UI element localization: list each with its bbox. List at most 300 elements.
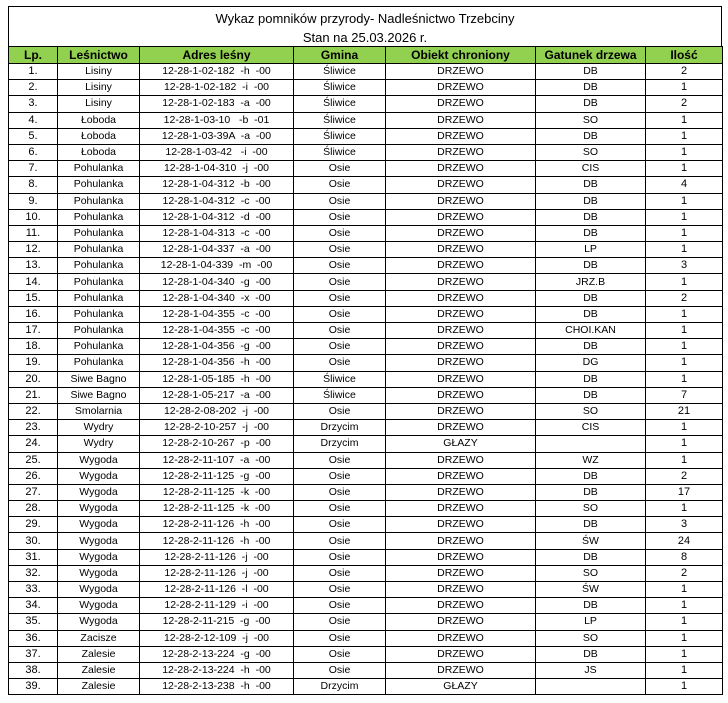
cell-obiekt[interactable]: DRZEWO — [386, 549, 536, 565]
cell-gatunek[interactable]: DB — [536, 517, 646, 533]
col-header-ilosc[interactable]: Ilość — [646, 47, 723, 64]
cell-ilosc[interactable]: 1 — [646, 339, 723, 355]
cell-gmina[interactable]: Osie — [294, 403, 386, 419]
cell-lp[interactable]: 17. — [9, 323, 58, 339]
cell-gmina[interactable]: Osie — [294, 323, 386, 339]
col-header-gmina[interactable]: Gmina — [294, 47, 386, 64]
cell-lp[interactable]: 31. — [9, 549, 58, 565]
cell-ilosc[interactable]: 1 — [646, 323, 723, 339]
cell-lesnictwo[interactable]: Pohulanka — [58, 242, 140, 258]
cell-adres[interactable]: 12-28-1-03-39A -a -00 — [140, 128, 294, 144]
cell-ilosc[interactable]: 8 — [646, 549, 723, 565]
table-row — [9, 452, 723, 468]
cell-adres[interactable]: 12-28-2-11-215 -g -00 — [140, 614, 294, 630]
cell-lesnictwo[interactable]: Lisiny — [58, 96, 140, 112]
cell-adres[interactable]: 12-28-1-05-217 -a -00 — [140, 387, 294, 403]
cell-gmina[interactable]: Osie — [294, 565, 386, 581]
cell-adres[interactable]: 12-28-1-04-312 -b -00 — [140, 177, 294, 193]
cell-lesnictwo[interactable]: Zalesie — [58, 662, 140, 678]
cell-lp[interactable]: 8. — [9, 177, 58, 193]
cell-ilosc[interactable]: 1 — [646, 193, 723, 209]
cell-gatunek[interactable]: DG — [536, 355, 646, 371]
col-header-obiekt[interactable]: Obiekt chroniony — [386, 47, 536, 64]
cell-gatunek[interactable]: DB — [536, 306, 646, 322]
cell-obiekt[interactable]: DRZEWO — [386, 112, 536, 128]
cell-adres[interactable]: 12-28-2-13-224 -g -00 — [140, 646, 294, 662]
cell-obiekt[interactable]: GŁAZY — [386, 679, 536, 695]
cell-gatunek[interactable]: CIS — [536, 161, 646, 177]
cell-lp[interactable]: 25. — [9, 452, 58, 468]
cell-lesnictwo[interactable]: Pohulanka — [58, 209, 140, 225]
cell-gatunek[interactable]: ŚW — [536, 582, 646, 598]
cell-obiekt[interactable]: DRZEWO — [386, 193, 536, 209]
cell-adres[interactable]: 12-28-1-04-312 -d -00 — [140, 209, 294, 225]
cell-gatunek[interactable]: DB — [536, 177, 646, 193]
cell-lesnictwo[interactable]: Pohulanka — [58, 306, 140, 322]
cell-gatunek[interactable]: DB — [536, 225, 646, 241]
cell-lesnictwo[interactable]: Wygoda — [58, 598, 140, 614]
table-row — [9, 80, 723, 96]
cell-lesnictwo[interactable]: Pohulanka — [58, 193, 140, 209]
cell-obiekt[interactable]: DRZEWO — [386, 582, 536, 598]
cell-adres[interactable]: 12-28-1-02-182 -h -00 — [140, 64, 294, 80]
cell-lp[interactable]: 22. — [9, 403, 58, 419]
cell-gatunek[interactable]: DB — [536, 646, 646, 662]
cell-lp[interactable]: 15. — [9, 290, 58, 306]
table-row — [9, 306, 723, 322]
cell-gmina[interactable]: Osie — [294, 274, 386, 290]
cell-lesnictwo[interactable]: Wygoda — [58, 452, 140, 468]
cell-adres[interactable]: 12-28-2-11-129 -i -00 — [140, 598, 294, 614]
cell-ilosc[interactable]: 1 — [646, 144, 723, 160]
cell-adres[interactable]: 12-28-2-11-126 -j -00 — [140, 565, 294, 581]
cell-gmina[interactable]: Osie — [294, 242, 386, 258]
cell-lesnictwo[interactable]: Lisiny — [58, 64, 140, 80]
cell-obiekt[interactable]: DRZEWO — [386, 177, 536, 193]
cell-ilosc[interactable]: 1 — [646, 80, 723, 96]
cell-adres[interactable]: 12-28-1-04-337 -a -00 — [140, 242, 294, 258]
cell-gatunek[interactable]: JRZ.B — [536, 274, 646, 290]
cell-gmina[interactable]: Osie — [294, 306, 386, 322]
cell-obiekt[interactable]: DRZEWO — [386, 662, 536, 678]
cell-lp[interactable]: 3. — [9, 96, 58, 112]
cell-lp[interactable]: 12. — [9, 242, 58, 258]
cell-ilosc[interactable]: 1 — [646, 662, 723, 678]
cell-gmina[interactable]: Drzycim — [294, 679, 386, 695]
cell-ilosc[interactable]: 2 — [646, 96, 723, 112]
cell-gmina[interactable]: Osie — [294, 193, 386, 209]
cell-obiekt[interactable]: DRZEWO — [386, 420, 536, 436]
cell-gmina[interactable]: Śliwice — [294, 128, 386, 144]
cell-adres[interactable]: 12-28-2-10-257 -j -00 — [140, 420, 294, 436]
cell-ilosc[interactable]: 1 — [646, 501, 723, 517]
cell-lp[interactable]: 26. — [9, 468, 58, 484]
cell-adres[interactable]: 12-28-2-11-107 -a -00 — [140, 452, 294, 468]
cell-obiekt[interactable]: GŁAZY — [386, 436, 536, 452]
cell-ilosc[interactable]: 1 — [646, 598, 723, 614]
cell-adres[interactable]: 12-28-2-11-126 -h -00 — [140, 517, 294, 533]
cell-gatunek[interactable]: DB — [536, 80, 646, 96]
cell-obiekt[interactable]: DRZEWO — [386, 646, 536, 662]
cell-adres[interactable]: 12-28-2-11-126 -j -00 — [140, 549, 294, 565]
cell-adres[interactable]: 12-28-2-11-126 -h -00 — [140, 533, 294, 549]
cell-gatunek[interactable]: JS — [536, 662, 646, 678]
cell-obiekt[interactable]: DRZEWO — [386, 258, 536, 274]
cell-ilosc[interactable]: 2 — [646, 565, 723, 581]
cell-obiekt[interactable]: DRZEWO — [386, 533, 536, 549]
cell-lp[interactable]: 20. — [9, 371, 58, 387]
cell-lp[interactable]: 16. — [9, 306, 58, 322]
cell-adres[interactable]: 12-28-1-02-183 -a -00 — [140, 96, 294, 112]
cell-ilosc[interactable]: 1 — [646, 420, 723, 436]
cell-obiekt[interactable]: DRZEWO — [386, 290, 536, 306]
cell-ilosc[interactable]: 1 — [646, 306, 723, 322]
cell-obiekt[interactable]: DRZEWO — [386, 614, 536, 630]
cell-gmina[interactable]: Osie — [294, 177, 386, 193]
cell-ilosc[interactable]: 4 — [646, 177, 723, 193]
cell-obiekt[interactable]: DRZEWO — [386, 161, 536, 177]
cell-lesnictwo[interactable]: Wydry — [58, 436, 140, 452]
cell-gatunek[interactable]: SO — [536, 112, 646, 128]
cell-adres[interactable]: 12-28-1-04-355 -c -00 — [140, 323, 294, 339]
col-header-lp[interactable]: Lp. — [9, 47, 58, 64]
cell-lp[interactable]: 23. — [9, 420, 58, 436]
cell-lesnictwo[interactable]: Lisiny — [58, 80, 140, 96]
cell-gatunek[interactable]: DB — [536, 371, 646, 387]
cell-lesnictwo[interactable]: Smolarnia — [58, 403, 140, 419]
cell-gmina[interactable]: Śliwice — [294, 96, 386, 112]
cell-gmina[interactable]: Osie — [294, 549, 386, 565]
cell-obiekt[interactable]: DRZEWO — [386, 452, 536, 468]
cell-gmina[interactable]: Osie — [294, 582, 386, 598]
cell-lp[interactable]: 35. — [9, 614, 58, 630]
cell-lesnictwo[interactable]: Wydry — [58, 420, 140, 436]
cell-gatunek[interactable]: DB — [536, 339, 646, 355]
cell-lesnictwo[interactable]: Siwe Bagno — [58, 371, 140, 387]
cell-gmina[interactable]: Śliwice — [294, 112, 386, 128]
cell-lesnictwo[interactable]: Wygoda — [58, 533, 140, 549]
cell-ilosc[interactable]: 1 — [646, 355, 723, 371]
cell-ilosc[interactable]: 1 — [646, 646, 723, 662]
cell-gmina[interactable]: Osie — [294, 355, 386, 371]
cell-gatunek[interactable]: SO — [536, 630, 646, 646]
cell-ilosc[interactable]: 1 — [646, 630, 723, 646]
cell-gatunek[interactable]: SO — [536, 403, 646, 419]
cell-gmina[interactable]: Śliwice — [294, 144, 386, 160]
cell-lesnictwo[interactable]: Wygoda — [58, 468, 140, 484]
cell-lp[interactable]: 28. — [9, 501, 58, 517]
cell-gatunek[interactable]: DB — [536, 64, 646, 80]
cell-gmina[interactable]: Śliwice — [294, 80, 386, 96]
table-row — [9, 112, 723, 128]
cell-obiekt[interactable]: DRZEWO — [386, 403, 536, 419]
cell-lp[interactable]: 27. — [9, 484, 58, 500]
cell-lp[interactable]: 2. — [9, 80, 58, 96]
cell-lesnictwo[interactable]: Zacisze — [58, 630, 140, 646]
cell-adres[interactable]: 12-28-1-04-340 -x -00 — [140, 290, 294, 306]
cell-lp[interactable]: 30. — [9, 533, 58, 549]
cell-obiekt[interactable]: DRZEWO — [386, 355, 536, 371]
cell-gatunek[interactable] — [536, 679, 646, 695]
cell-gatunek[interactable]: DB — [536, 598, 646, 614]
cell-gatunek[interactable]: DB — [536, 193, 646, 209]
cell-gmina[interactable]: Osie — [294, 501, 386, 517]
cell-lp[interactable]: 33. — [9, 582, 58, 598]
cell-gmina[interactable]: Osie — [294, 517, 386, 533]
cell-ilosc[interactable]: 2 — [646, 468, 723, 484]
cell-obiekt[interactable]: DRZEWO — [386, 306, 536, 322]
cell-obiekt[interactable]: DRZEWO — [386, 501, 536, 517]
cell-lesnictwo[interactable]: Pohulanka — [58, 323, 140, 339]
cell-ilosc[interactable]: 1 — [646, 112, 723, 128]
cell-lesnictwo[interactable]: Wygoda — [58, 614, 140, 630]
cell-obiekt[interactable]: DRZEWO — [386, 96, 536, 112]
cell-ilosc[interactable]: 17 — [646, 484, 723, 500]
cell-gatunek[interactable]: DB — [536, 96, 646, 112]
cell-gmina[interactable]: Osie — [294, 484, 386, 500]
sheet-subtitle: Stan na 25.03.2026 r. — [302, 30, 428, 45]
cell-adres[interactable]: 12-28-2-11-125 -g -00 — [140, 468, 294, 484]
cell-ilosc[interactable]: 1 — [646, 679, 723, 695]
cell-lp[interactable]: 19. — [9, 355, 58, 371]
cell-lp[interactable]: 14. — [9, 274, 58, 290]
cell-obiekt[interactable]: DRZEWO — [386, 64, 536, 80]
cell-lp[interactable]: 11. — [9, 225, 58, 241]
cell-ilosc[interactable]: 1 — [646, 436, 723, 452]
cell-gmina[interactable]: Osie — [294, 630, 386, 646]
cell-gmina[interactable]: Śliwice — [294, 64, 386, 80]
cell-ilosc[interactable]: 1 — [646, 582, 723, 598]
cell-obiekt[interactable]: DRZEWO — [386, 339, 536, 355]
cell-adres[interactable]: 12-28-1-03-10 -b -01 — [140, 112, 294, 128]
cell-gmina[interactable]: Osie — [294, 339, 386, 355]
cell-gmina[interactable]: Osie — [294, 468, 386, 484]
cell-lp[interactable]: 4. — [9, 112, 58, 128]
table-row — [9, 420, 723, 436]
cell-gatunek[interactable]: SO — [536, 501, 646, 517]
cell-adres[interactable]: 12-28-1-04-356 -g -00 — [140, 339, 294, 355]
cell-ilosc[interactable]: 1 — [646, 371, 723, 387]
cell-obiekt[interactable]: DRZEWO — [386, 517, 536, 533]
cell-gatunek[interactable]: ŚW — [536, 533, 646, 549]
cell-lesnictwo[interactable]: Zalesie — [58, 646, 140, 662]
table-row — [9, 177, 723, 193]
cell-lesnictwo[interactable]: Łoboda — [58, 144, 140, 160]
cell-obiekt[interactable]: DRZEWO — [386, 323, 536, 339]
cell-gatunek[interactable] — [536, 436, 646, 452]
cell-gatunek[interactable]: LP — [536, 242, 646, 258]
cell-obiekt[interactable]: DRZEWO — [386, 565, 536, 581]
cell-gmina[interactable]: Osie — [294, 614, 386, 630]
cell-obiekt[interactable]: DRZEWO — [386, 225, 536, 241]
cell-gatunek[interactable]: DB — [536, 128, 646, 144]
cell-adres[interactable]: 12-28-2-11-125 -k -00 — [140, 484, 294, 500]
table-row — [9, 242, 723, 258]
cell-lesnictwo[interactable]: Pohulanka — [58, 258, 140, 274]
cell-lp[interactable]: 24. — [9, 436, 58, 452]
cell-obiekt[interactable]: DRZEWO — [386, 387, 536, 403]
cell-lesnictwo[interactable]: Pohulanka — [58, 355, 140, 371]
col-header-gatunek[interactable]: Gatunek drzewa — [536, 47, 646, 64]
cell-adres[interactable]: 12-28-1-04-356 -h -00 — [140, 355, 294, 371]
cell-lp[interactable]: 32. — [9, 565, 58, 581]
cell-gmina[interactable]: Osie — [294, 290, 386, 306]
cell-lp[interactable]: 7. — [9, 161, 58, 177]
cell-gmina[interactable]: Osie — [294, 209, 386, 225]
cell-gatunek[interactable]: DB — [536, 549, 646, 565]
cell-gatunek[interactable]: DB — [536, 468, 646, 484]
table-row — [9, 468, 723, 484]
cell-adres[interactable]: 12-28-1-03-42 -i -00 — [140, 144, 294, 160]
cell-gatunek[interactable]: SO — [536, 565, 646, 581]
cell-gatunek[interactable]: SO — [536, 144, 646, 160]
cell-gatunek[interactable]: DB — [536, 387, 646, 403]
cell-gmina[interactable]: Osie — [294, 225, 386, 241]
cell-obiekt[interactable]: DRZEWO — [386, 209, 536, 225]
cell-lesnictwo[interactable]: Łoboda — [58, 128, 140, 144]
cell-gmina[interactable]: Osie — [294, 662, 386, 678]
cell-gmina[interactable]: Osie — [294, 598, 386, 614]
cell-lesnictwo[interactable]: Pohulanka — [58, 177, 140, 193]
cell-gmina[interactable]: Osie — [294, 161, 386, 177]
cell-ilosc[interactable]: 1 — [646, 242, 723, 258]
cell-adres[interactable]: 12-28-2-08-202 -j -00 — [140, 403, 294, 419]
sheet-title: Wykaz pomników przyrody- Nadleśnictwo Trzebciny — [215, 11, 515, 26]
cell-ilosc[interactable]: 7 — [646, 387, 723, 403]
cell-gatunek[interactable]: CHOI.KAN — [536, 323, 646, 339]
header-row — [9, 47, 723, 64]
cell-obiekt[interactable]: DRZEWO — [386, 371, 536, 387]
cell-lp[interactable]: 39. — [9, 679, 58, 695]
col-header-lesnictwo[interactable]: Leśnictwo — [58, 47, 140, 64]
cell-lp[interactable]: 36. — [9, 630, 58, 646]
cell-lesnictwo[interactable]: Wygoda — [58, 484, 140, 500]
cell-lp[interactable]: 5. — [9, 128, 58, 144]
cell-lp[interactable]: 18. — [9, 339, 58, 355]
cell-gatunek[interactable]: DB — [536, 484, 646, 500]
table-row — [9, 96, 723, 112]
cell-adres[interactable]: 12-28-1-04-340 -g -00 — [140, 274, 294, 290]
cell-gmina[interactable]: Osie — [294, 258, 386, 274]
cell-obiekt[interactable]: DRZEWO — [386, 598, 536, 614]
col-header-adres[interactable]: Adres leśny — [140, 47, 294, 64]
table-row — [9, 646, 723, 662]
cell-adres[interactable]: 12-28-2-11-125 -k -00 — [140, 501, 294, 517]
table-row — [9, 533, 723, 549]
cell-lp[interactable]: 37. — [9, 646, 58, 662]
cell-gatunek[interactable]: LP — [536, 614, 646, 630]
cell-obiekt[interactable]: DRZEWO — [386, 630, 536, 646]
cell-gatunek[interactable]: DB — [536, 290, 646, 306]
cell-lesnictwo[interactable]: Zalesie — [58, 679, 140, 695]
cell-lesnictwo[interactable]: Wygoda — [58, 517, 140, 533]
cell-adres[interactable]: 12-28-2-10-267 -p -00 — [140, 436, 294, 452]
cell-gatunek[interactable]: DB — [536, 209, 646, 225]
cell-lesnictwo[interactable]: Siwe Bagno — [58, 387, 140, 403]
table-row — [9, 225, 723, 241]
cell-lesnictwo[interactable]: Pohulanka — [58, 339, 140, 355]
table-row — [9, 258, 723, 274]
cell-gmina[interactable]: Śliwice — [294, 387, 386, 403]
cell-lp[interactable]: 13. — [9, 258, 58, 274]
cell-adres[interactable]: 12-28-1-04-339 -m -00 — [140, 258, 294, 274]
cell-adres[interactable]: 12-28-1-04-355 -c -00 — [140, 306, 294, 322]
cell-lesnictwo[interactable]: Pohulanka — [58, 290, 140, 306]
cell-gmina[interactable]: Osie — [294, 533, 386, 549]
cell-lp[interactable]: 1. — [9, 64, 58, 80]
cell-ilosc[interactable]: 1 — [646, 209, 723, 225]
cell-adres[interactable]: 12-28-2-12-109 -j -00 — [140, 630, 294, 646]
cell-adres[interactable]: 12-28-1-04-312 -c -00 — [140, 193, 294, 209]
cell-gatunek[interactable]: CIS — [536, 420, 646, 436]
cell-lp[interactable]: 38. — [9, 662, 58, 678]
cell-adres[interactable]: 12-28-2-11-126 -l -00 — [140, 582, 294, 598]
cell-ilosc[interactable]: 21 — [646, 403, 723, 419]
cell-lp[interactable]: 10. — [9, 209, 58, 225]
cell-lp[interactable]: 21. — [9, 387, 58, 403]
cell-ilosc[interactable]: 1 — [646, 225, 723, 241]
cell-adres[interactable]: 12-28-1-04-310 -j -00 — [140, 161, 294, 177]
cell-obiekt[interactable]: DRZEWO — [386, 468, 536, 484]
cell-lp[interactable]: 29. — [9, 517, 58, 533]
cell-adres[interactable]: 12-28-2-13-224 -h -00 — [140, 662, 294, 678]
cell-lesnictwo[interactable]: Wygoda — [58, 582, 140, 598]
cell-obiekt[interactable]: DRZEWO — [386, 274, 536, 290]
cell-obiekt[interactable]: DRZEWO — [386, 242, 536, 258]
cell-adres[interactable]: 12-28-1-04-313 -c -00 — [140, 225, 294, 241]
table-row — [9, 549, 723, 565]
cell-obiekt[interactable]: DRZEWO — [386, 128, 536, 144]
cell-ilosc[interactable]: 1 — [646, 274, 723, 290]
cell-obiekt[interactable]: DRZEWO — [386, 484, 536, 500]
cell-lesnictwo[interactable]: Wygoda — [58, 549, 140, 565]
cell-lesnictwo[interactable]: Pohulanka — [58, 225, 140, 241]
cell-adres[interactable]: 12-28-1-05-185 -h -00 — [140, 371, 294, 387]
cell-lesnictwo[interactable]: Pohulanka — [58, 274, 140, 290]
cell-ilosc[interactable]: 1 — [646, 128, 723, 144]
monuments-sheet — [8, 6, 722, 695]
cell-gmina[interactable]: Osie — [294, 646, 386, 662]
cell-lp[interactable]: 9. — [9, 193, 58, 209]
cell-gmina[interactable]: Drzycim — [294, 436, 386, 452]
cell-lesnictwo[interactable]: Pohulanka — [58, 161, 140, 177]
cell-gatunek[interactable]: DB — [536, 258, 646, 274]
cell-obiekt[interactable]: DRZEWO — [386, 80, 536, 96]
cell-ilosc[interactable]: 24 — [646, 533, 723, 549]
cell-gmina[interactable]: Śliwice — [294, 371, 386, 387]
cell-ilosc[interactable]: 3 — [646, 517, 723, 533]
cell-ilosc[interactable]: 1 — [646, 452, 723, 468]
cell-ilosc[interactable]: 2 — [646, 64, 723, 80]
cell-adres[interactable]: 12-28-2-13-238 -h -00 — [140, 679, 294, 695]
cell-ilosc[interactable]: 2 — [646, 290, 723, 306]
cell-obiekt[interactable]: DRZEWO — [386, 144, 536, 160]
table-row — [9, 614, 723, 630]
cell-ilosc[interactable]: 3 — [646, 258, 723, 274]
cell-ilosc[interactable]: 1 — [646, 161, 723, 177]
cell-lp[interactable]: 34. — [9, 598, 58, 614]
table-row — [9, 339, 723, 355]
cell-ilosc[interactable]: 1 — [646, 614, 723, 630]
cell-gmina[interactable]: Drzycim — [294, 420, 386, 436]
cell-lp[interactable]: 6. — [9, 144, 58, 160]
cell-lesnictwo[interactable]: Wygoda — [58, 501, 140, 517]
cell-gmina[interactable]: Osie — [294, 452, 386, 468]
cell-adres[interactable]: 12-28-1-02-182 -i -00 — [140, 80, 294, 96]
cell-gatunek[interactable]: WZ — [536, 452, 646, 468]
cell-lesnictwo[interactable]: Łoboda — [58, 112, 140, 128]
cell-lesnictwo[interactable]: Wygoda — [58, 565, 140, 581]
